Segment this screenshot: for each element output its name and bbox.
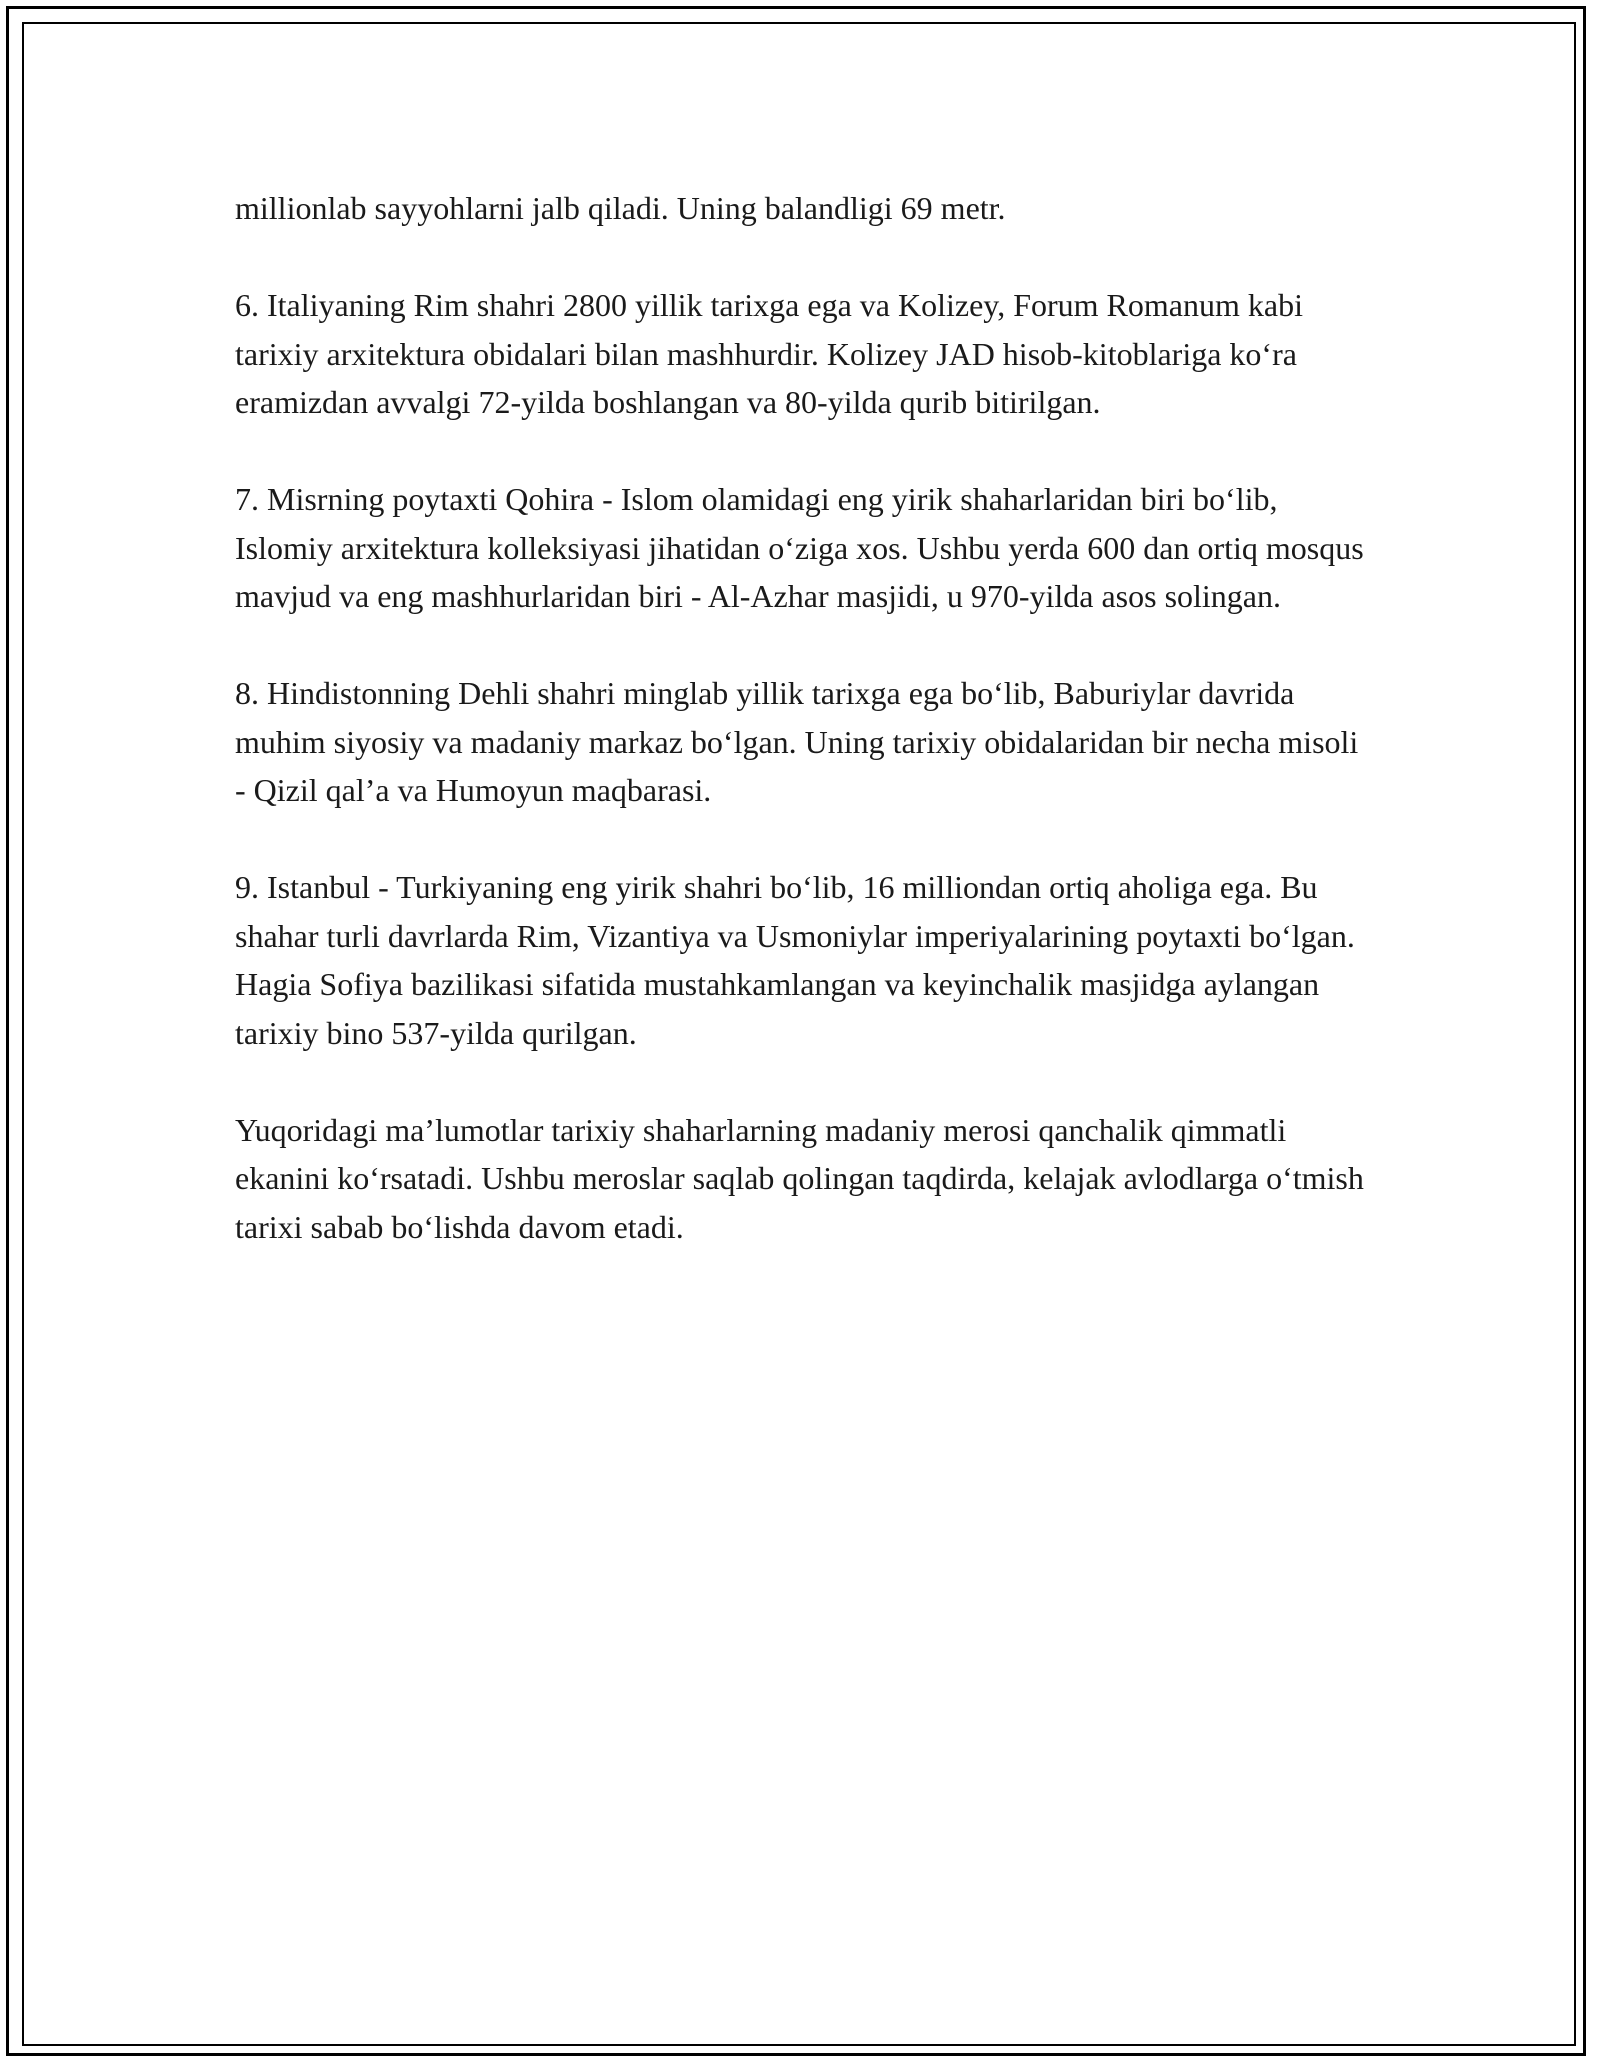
- paragraph-delhi: 8. Hindistonning Dehli shahri minglab yillik tarixga ega boʻlib, Baburiylar davrida muhim siyosiy va madaniy markaz boʻlgan. Uning tarixiy obidalaridan bir necha misoli - Qizil qal’a va Humoyun maqbarasi.: [235, 675, 1359, 808]
- paragraph-conclusion: Yuqoridagi ma’lumotlar tarixiy shaharlarning madaniy merosi qanchalik qimmatli ekanini koʻrsatadi. Ushbu meroslar saqlab qolingan taqdirda, kelajak avlodlarga oʻtmish tarixi sabab boʻlishda davom etadi.: [235, 1111, 1364, 1245]
- paragraph-cairo: 7. Misrning poytaxti Qohira - Islom olamidagi eng yirik shaharlaridan biri boʻlib, Islomiy arxitektura kolleksiyasi jihatidan oʻziga xos. Ushbu yerda 600 dan ortiq mosqus mavjud va eng mashhurlaridan biri - Al-Azhar masjidi, u 970-yilda asos solingan.: [235, 481, 1364, 614]
- document-body: [235, 184, 1365, 1251]
- paragraph-continuation: millionlab sayyohlarni jalb qiladi. Uning balandligi 69 metr.: [235, 190, 1006, 226]
- paragraph-rome: 6. Italiyaning Rim shahri 2800 yillik tarixga ega va Kolizey, Forum Romanum kabi tarixiy arxitektura obidalari bilan mashhurdir. Kolizey JAD hisob-kitoblariga koʻra eramizdan avvalgi 72-yilda boshlangan va 80-yilda qurib bitirilgan.: [235, 287, 1303, 420]
- paragraph-istanbul: 9. Istanbul - Turkiyaning eng yirik shahri boʻlib, 16 milliondan ortiq aholiga ega. Bu shahar turli davrlarda Rim, Vizantiya va Usmoniylar imperiyalarining poytaxti boʻlgan. Hagia Sofiya bazilikasi sifatida mustahkamlangan va keyinchalik masjidga aylangan tarixiy bino 537-yilda qurilgan.: [235, 869, 1355, 1051]
